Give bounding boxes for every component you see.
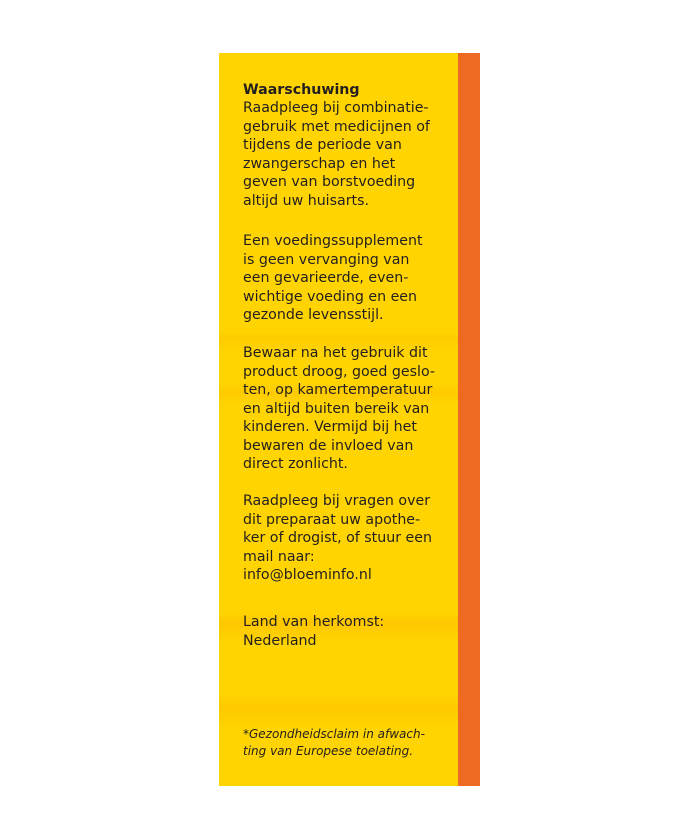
origin-text — [243, 613, 458, 650]
footnote — [243, 726, 458, 760]
text-line: is geen vervanging van — [243, 251, 410, 268]
footnote-line: *Gezondheidsclaim in afwach- — [243, 727, 425, 741]
text-line: Bewaar na het gebruik dit — [243, 345, 428, 361]
contact-email: info@bloeminfo.nl — [243, 567, 372, 583]
text-line: kinderen. Vermijd bij het — [243, 419, 417, 435]
warning-heading: Waarschuwing — [243, 82, 360, 98]
text-line: en altijd buiten bereik van — [243, 400, 430, 417]
text-line: Een voedingssupplement — [243, 233, 423, 249]
text-line: Raadpleeg bij combinatie- — [243, 100, 429, 116]
text-line: altijd uw huisarts. — [243, 192, 370, 209]
text-line: direct zonlicht. — [243, 456, 348, 472]
text-line: ker of drogist, of stuur een — [243, 530, 433, 546]
storage-text — [243, 344, 458, 474]
text-line: gebruik met medicijnen of — [243, 118, 430, 135]
text-line: gezonde levensstijl. — [243, 307, 384, 323]
text-line: zwangerschap en het — [243, 155, 396, 172]
text-line: ten, op kamertemperatuur — [243, 382, 433, 398]
text-line: wichtige voeding en een — [243, 288, 418, 305]
text-line: Land van herkomst: — [243, 614, 385, 630]
footnote-line: ting van Europese toelating. — [243, 744, 414, 758]
supplement-text — [243, 232, 458, 325]
text-line: een gevarieerde, even- — [243, 270, 409, 286]
text-line: mail naar: — [243, 548, 315, 565]
text-line: Nederland — [243, 632, 317, 649]
text-line: product droog, goed geslo- — [243, 363, 436, 380]
text-line: Raadpleeg bij vragen over — [243, 493, 431, 509]
text-line: tijdens de periode van — [243, 137, 402, 153]
warning-text — [243, 99, 458, 210]
contact-text — [243, 492, 458, 585]
text-line: dit preparaat uw apothe- — [243, 511, 421, 528]
text-line: geven van borstvoeding — [243, 174, 416, 190]
label-side-stripe — [458, 53, 480, 786]
text-line: bewaren de invloed van — [243, 437, 414, 454]
